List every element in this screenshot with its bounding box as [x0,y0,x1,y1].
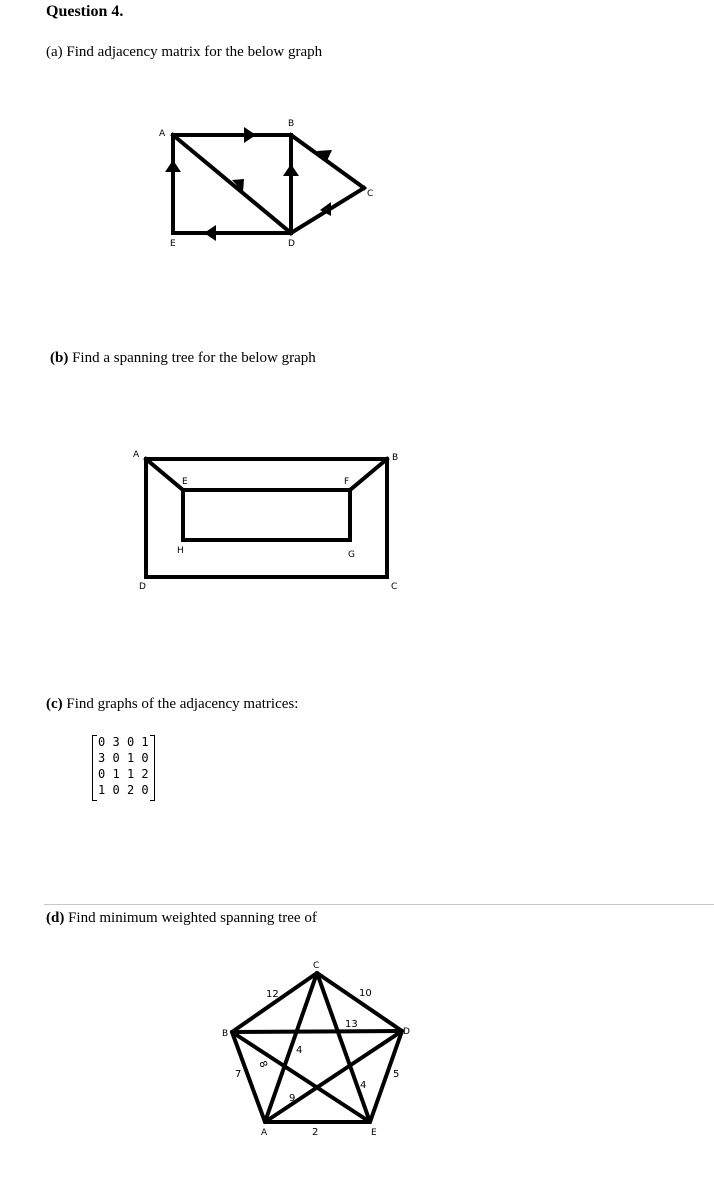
part-d-text: Find minimum weighted spanning tree of [64,910,317,926]
adjacency-matrix [92,734,155,798]
graph-d [0,955,714,1155]
edge-b-bf [350,459,387,490]
part-d-label: (d) [46,910,65,926]
edge-a-bc [291,135,364,188]
weight-ca: 4 [296,1045,303,1056]
weight-cd: 10 [359,988,372,999]
matrix-cell: 0 [126,735,135,749]
part-b-label: (b) [50,350,69,366]
weight-be: 8 [256,1059,269,1070]
matrix-cell: 1 [98,783,106,797]
arrow-a-de [204,225,216,241]
node-d-e: E [371,1128,377,1138]
weight-de: 5 [393,1069,400,1080]
node-d-d: D [403,1027,410,1037]
matrix-row [92,782,155,798]
matrix-cell: 1 [141,735,149,749]
matrix-cell: 0 [98,735,106,749]
part-b-prompt [50,351,316,366]
node-d-a: A [261,1128,268,1138]
matrix-cell: 0 [112,751,120,765]
matrix-cell: 0 [112,783,120,797]
node-b-c: C [391,582,398,592]
edge-a-ad [173,135,291,233]
node-a-a: A [159,129,166,139]
node-a-e: E [170,239,176,249]
part-d-prompt [46,911,317,926]
arrow-a-db [283,164,299,176]
matrix-cell: 1 [126,751,135,765]
node-a-b: B [288,119,295,129]
graph-b [0,440,714,600]
section-divider [44,904,714,905]
matrix-cell: 2 [126,783,135,797]
weight-ad: 4 [360,1080,367,1091]
arrow-a-ab [244,127,256,143]
question-title: Question 4. [46,3,124,20]
matrix-right-bracket [150,735,155,801]
part-a-prompt [46,45,322,60]
weight-cb: 12 [266,989,279,1000]
matrix-cell: 3 [112,735,120,749]
part-b-text: Find a spanning tree for the below graph [68,350,316,366]
matrix-cell: 1 [112,767,120,781]
part-c-text: Find graphs of the adjacency matrices: [62,696,299,712]
node-b-f: F [344,477,350,487]
node-b-h: H [177,546,184,556]
node-b-a: A [133,450,140,460]
part-c-prompt [46,697,298,712]
edge-d-cd [317,973,402,1031]
node-b-b: B [392,453,399,463]
edge-d-bd [232,1031,402,1032]
matrix-cell: 0 [141,783,149,797]
weight-ab: 7 [235,1069,242,1080]
node-b-g: G [348,550,355,560]
node-b-d: D [139,582,146,592]
part-c-label: (c) [46,696,63,712]
matrix-row [92,766,155,782]
node-d-c: C [313,961,320,971]
part-a-label: (a) [46,44,63,60]
node-d-b: B [222,1029,229,1039]
arrow-a-ea [165,160,181,172]
weight-ae: 2 [312,1127,319,1138]
matrix-left-bracket [92,735,97,801]
matrix-row [92,750,155,766]
edge-d-ad [265,1031,402,1122]
matrix-cell: 3 [98,751,106,765]
matrix-cell: 2 [141,767,149,781]
weight-bd: 13 [345,1019,358,1030]
weight-ce: 9 [289,1093,296,1104]
matrix-cell: 1 [126,767,135,781]
node-a-c: C [367,189,374,199]
edge-d-cb [232,973,317,1032]
node-b-e: E [182,477,188,487]
graph-a [0,110,714,370]
matrix-row [92,734,155,750]
node-a-d: D [288,239,295,249]
edge-b-ae [146,459,183,490]
part-a-text: Find adjacency matrix for the below graph [62,44,323,60]
matrix-cell: 0 [98,767,106,781]
matrix-cell: 0 [141,751,149,765]
